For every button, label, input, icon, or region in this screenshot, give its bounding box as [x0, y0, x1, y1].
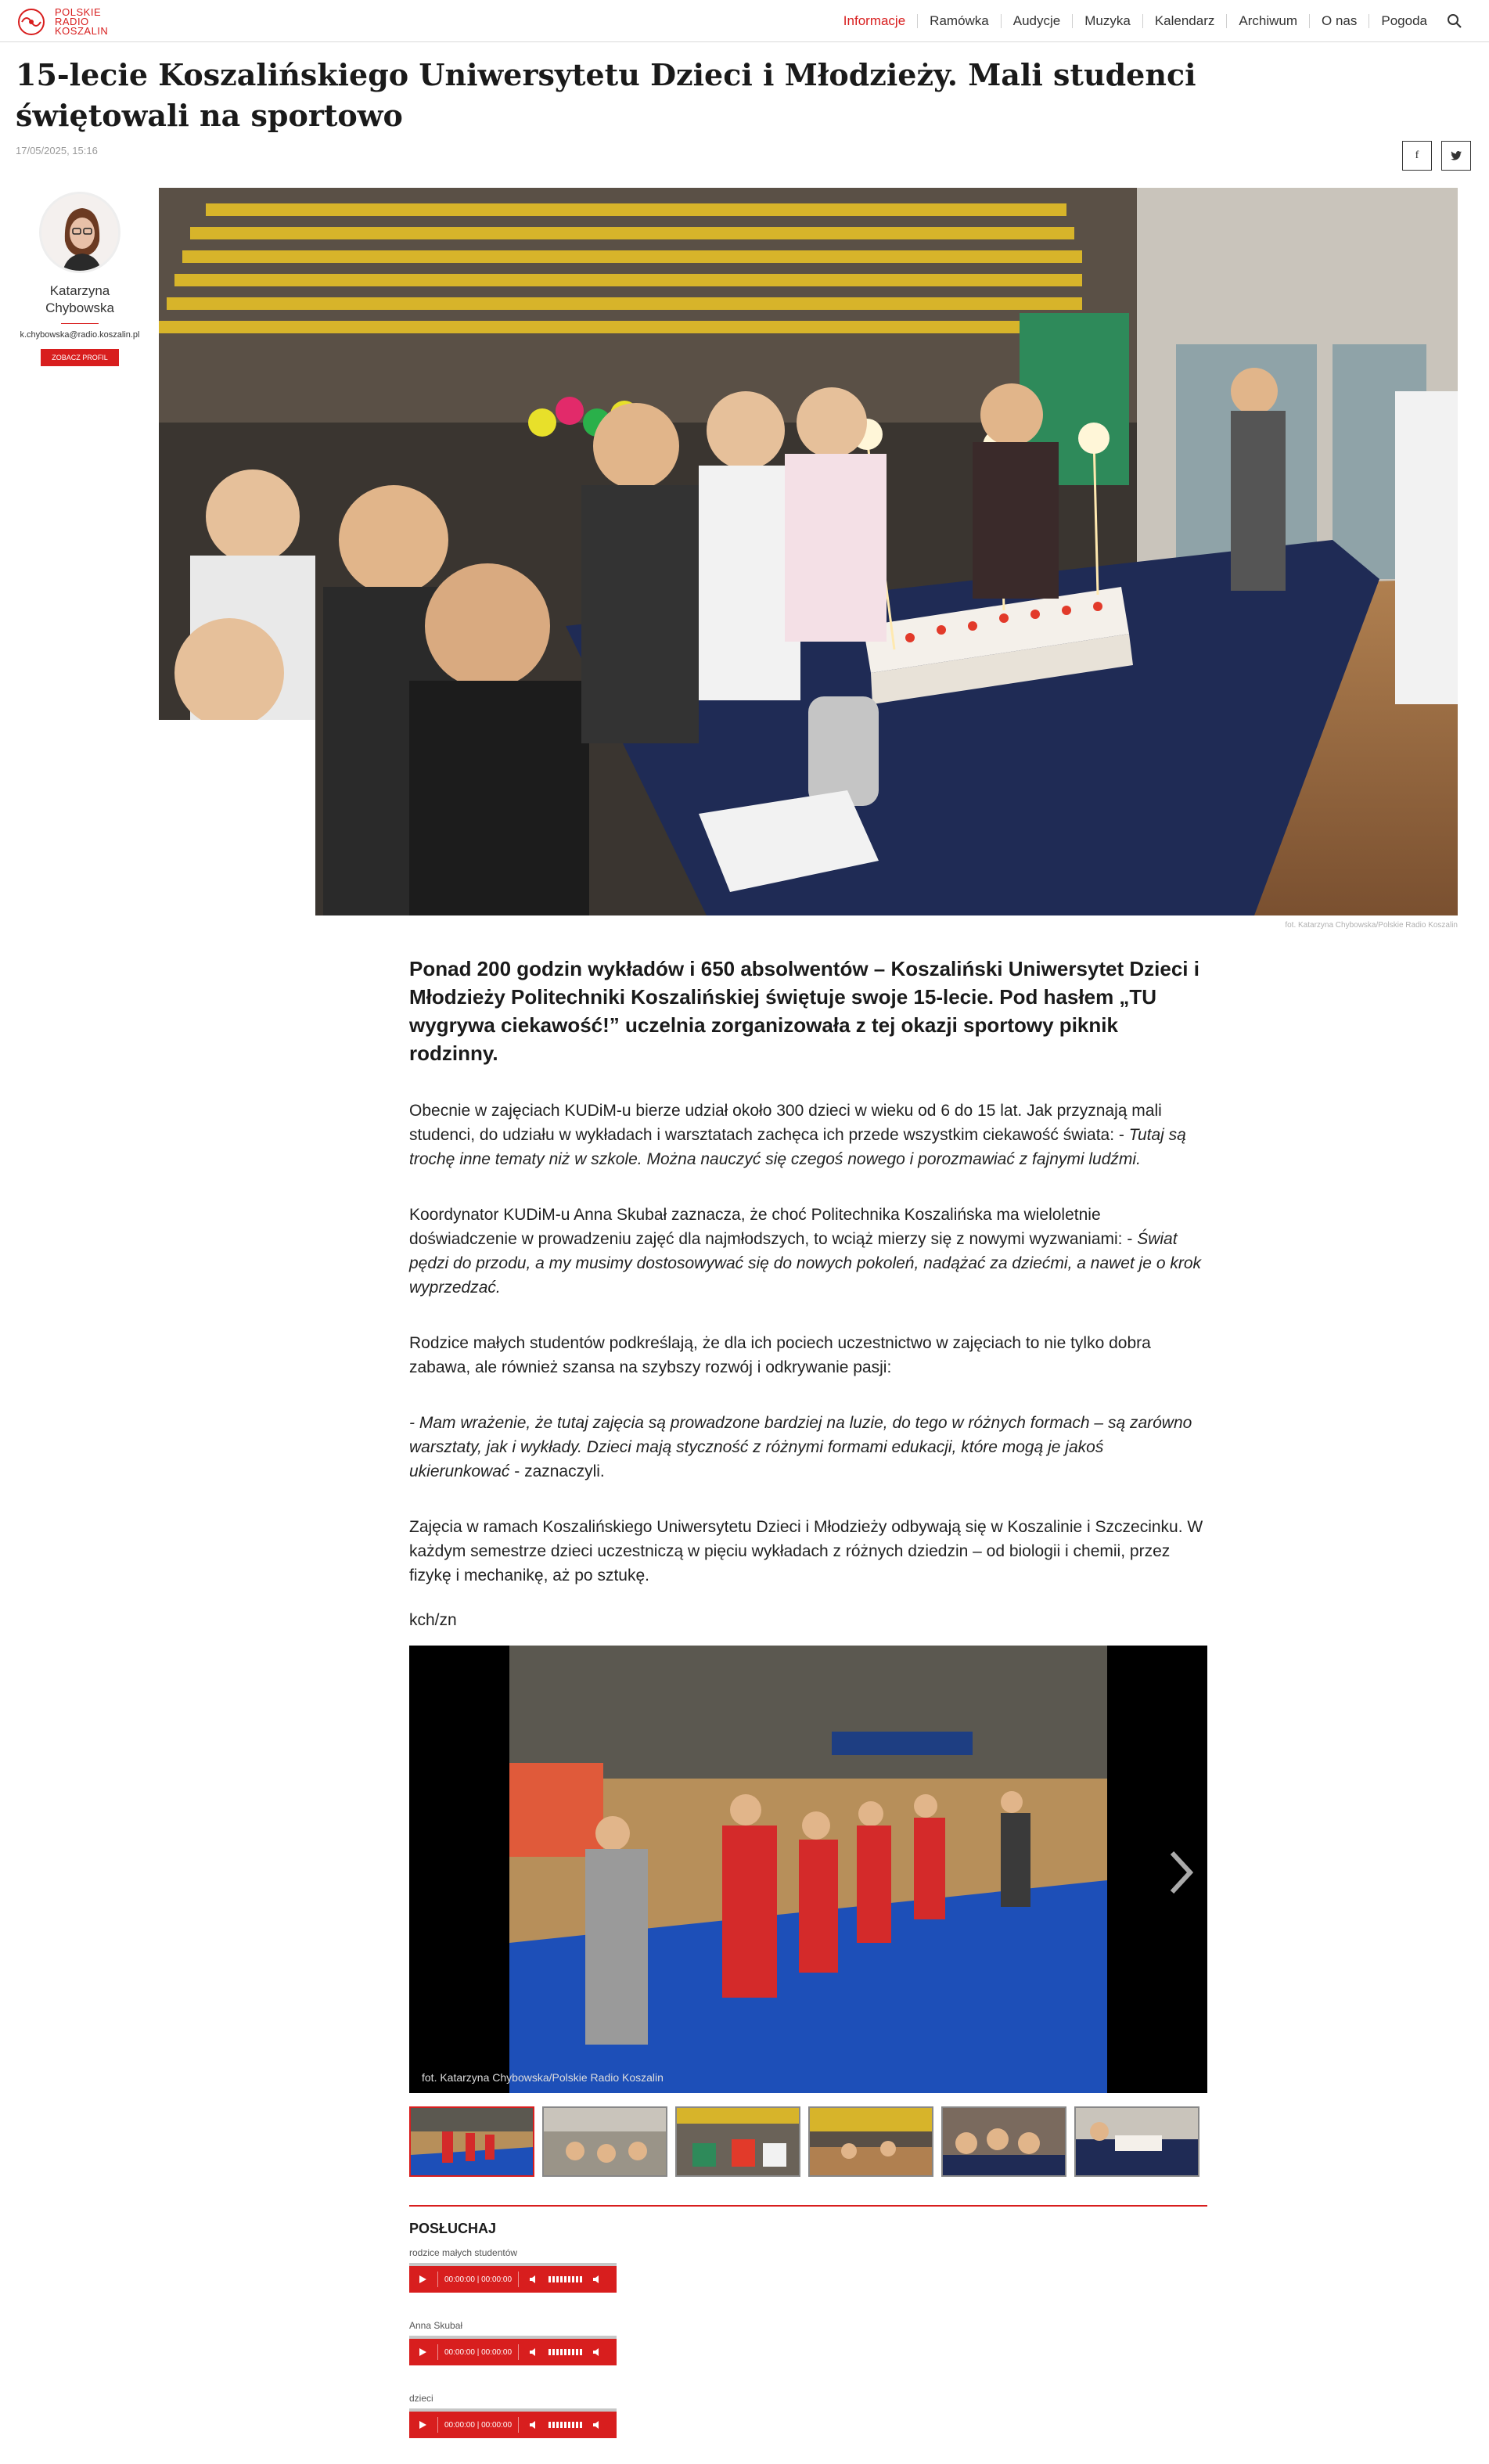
listen-section-title: POSŁUCHAJ	[409, 2221, 497, 2236]
audio-player-block	[409, 2393, 617, 2438]
audio-player	[409, 2412, 617, 2438]
nav-item-o-nas[interactable]: O nas	[1310, 14, 1369, 28]
top-bar	[0, 0, 1489, 42]
gallery-thumbnail[interactable]	[542, 2106, 667, 2177]
play-icon	[418, 2347, 427, 2357]
mute-button[interactable]	[525, 2271, 542, 2288]
play-icon	[418, 2420, 427, 2430]
chevron-right-icon	[1160, 1841, 1199, 1904]
photo-gallery[interactable]	[409, 1646, 1207, 2093]
radio-wave-icon	[16, 6, 50, 38]
gallery-thumbnail[interactable]	[941, 2106, 1066, 2177]
gallery-photo-credit: fot. Katarzyna Chybowska/Polskie Radio Koszalin	[422, 2071, 664, 2084]
facebook-icon: f	[1415, 149, 1419, 161]
main-nav	[832, 0, 1470, 42]
mute-button[interactable]	[525, 2343, 542, 2361]
gallery-thumbnail[interactable]	[808, 2106, 933, 2177]
audio-player-block	[409, 2247, 617, 2293]
article-paragraph: Rodzice małych studentów podkreślają, że dla ich pociech uczestnictwo w zajęciach to nie tylko dobra zabawa, ale również szansa na szybszy rozwój i odkrywanie pasji:	[409, 1334, 1151, 1376]
section-divider	[409, 2205, 1207, 2207]
volume-max-button[interactable]	[588, 2343, 606, 2361]
speaker-loud-icon	[592, 2420, 602, 2430]
audio-player-block	[409, 2320, 617, 2365]
separator	[437, 2344, 438, 2360]
volume-slider[interactable]	[548, 2349, 582, 2355]
nav-item-kalendarz[interactable]: Kalendarz	[1143, 14, 1228, 28]
author-profile-button[interactable]: ZOBACZ PROFIL	[41, 349, 119, 366]
speaker-loud-icon	[592, 2347, 602, 2357]
article-lead: Ponad 200 godzin wykładów i 650 absolwentów – Koszaliński Uniwersytet Dzieci i Młodzieży Politechniki Koszalińskiej świętuje swoje 15-lecie. Pod hasłem „TU wygrywa ciekawość!” uczelnia zorganizowała z tej okazji sportowy piknik rodzinny.	[409, 957, 1199, 1065]
article-paragraph: Obecnie w zajęciach KUDiM-u bierze udział około 300 dzieci w wieku od 6 do 15 lat. Jak przyznają mali studenci, do udziału w wykładach i warsztatach zachęca ich przede wszystkim ciekawość świata: - Tutaj są trochę inne tematy niż w szkole. Można nauczyć się czegoś nowego i porozmawiać z fajnymi ludźmi.	[409, 1102, 1186, 1168]
author-email[interactable]: k.chybowska@radio.koszalin.pl	[20, 330, 140, 340]
volume-slider[interactable]	[548, 2276, 582, 2282]
speaker-icon	[529, 2347, 538, 2357]
separator	[518, 2417, 519, 2433]
speaker-loud-icon	[592, 2275, 602, 2284]
gallery-photo-image	[409, 1646, 1207, 2093]
hero-photo-image	[159, 188, 1458, 915]
separator	[518, 2272, 519, 2287]
logo-text: POLSKIE RADIO KOSZALIN	[55, 6, 109, 37]
audio-label: rodzice małych studentów	[409, 2247, 518, 2258]
article-paragraph: - Mam wrażenie, że tutaj zajęcia są prowadzone bardziej na luzie, do tego w różnych formach – są zarówno warsztaty, jak i wykłady. Dzieci mają styczność z różnymi formami edukacji, które mogą je jakoś ukierunkować - zaznaczyli.	[409, 1414, 1192, 1480]
nav-item-pogoda[interactable]: Pogoda	[1381, 13, 1427, 28]
nav-item-ramowka[interactable]: Ramówka	[918, 14, 1002, 28]
separator	[437, 2272, 438, 2287]
search-button[interactable]	[1439, 5, 1470, 37]
gallery-next-button[interactable]	[1160, 1841, 1199, 1904]
nav-item-audycje[interactable]: Audycje	[1002, 14, 1073, 28]
separator	[437, 2417, 438, 2433]
gallery-thumbnail[interactable]	[409, 2106, 534, 2177]
speaker-icon	[529, 2420, 538, 2430]
play-button[interactable]	[414, 2416, 431, 2433]
audio-player	[409, 2266, 617, 2293]
audio-player	[409, 2339, 617, 2365]
hero-photo	[159, 188, 1458, 915]
author-box	[0, 192, 160, 366]
hero-photo-credit: fot. Katarzyna Chybowska/Polskie Radio Koszalin	[1285, 921, 1458, 930]
article-paragraph: Koordynator KUDiM-u Anna Skubał zaznacza, że choć Politechnika Koszalińska ma wieloletnie doświadczenie w prowadzeniu zajęć dla najmłodszych, to wciąż mierzy się z nowymi wyzwaniami: - Świat pędzi do przodu, a my musimy dostosowywać się do nowych pokoleń, nadążać za dziećmi, a nawet je o krok wyprzedzać.	[409, 1206, 1201, 1297]
nav-item-archiwum[interactable]: Archiwum	[1227, 14, 1310, 28]
play-button[interactable]	[414, 2271, 431, 2288]
article-paragraph: Zajęcia w ramach Koszalińskiego Uniwersytetu Dzieci i Młodzieży odbywają się w Koszalinie i Szczecinku. W każdym semestrze dzieci uczestniczą w pięciu wykładach z różnych dziedzin – od biologii i chemii, przez fizykę i mechanikę, aż po sztukę.	[409, 1518, 1203, 1585]
audio-label: Anna Skubał	[409, 2320, 463, 2331]
play-icon	[418, 2275, 427, 2284]
author-separator	[61, 323, 99, 324]
article-title: 15-lecie Koszalińskiego Uniwersytetu Dzieci i Młodzieży. Mali studenci świętowali na sportowo	[16, 57, 1196, 133]
audio-time: 00:00:00 | 00:00:00	[444, 2420, 513, 2430]
audio-time: 00:00:00 | 00:00:00	[444, 2347, 513, 2357]
share-twitter-button[interactable]	[1441, 141, 1471, 171]
nav-item-informacje[interactable]: Informacje	[832, 14, 918, 28]
article-body	[409, 955, 1207, 1630]
twitter-icon	[1451, 151, 1462, 160]
gallery-thumbnails	[409, 2106, 1215, 2177]
article-date: 17/05/2025, 15:16	[16, 145, 98, 156]
article-signature: kch/zn	[409, 1611, 457, 1629]
volume-max-button[interactable]	[588, 2271, 606, 2288]
author-avatar[interactable]	[39, 192, 120, 273]
gallery-thumbnail[interactable]	[675, 2106, 800, 2177]
mute-button[interactable]	[525, 2416, 542, 2433]
play-button[interactable]	[414, 2343, 431, 2361]
gallery-thumbnail[interactable]	[1074, 2106, 1199, 2177]
site-logo[interactable]	[16, 6, 108, 38]
volume-slider[interactable]	[548, 2422, 582, 2428]
audio-label: dzieci	[409, 2393, 433, 2404]
share-facebook-button[interactable]	[1402, 141, 1432, 171]
nav-item-muzyka[interactable]: Muzyka	[1073, 14, 1143, 28]
author-portrait-icon	[41, 194, 120, 273]
volume-max-button[interactable]	[588, 2416, 606, 2433]
audio-time: 00:00:00 | 00:00:00	[444, 2275, 513, 2284]
speaker-icon	[529, 2275, 538, 2284]
search-icon	[1447, 13, 1462, 29]
separator	[518, 2344, 519, 2360]
author-name: Katarzyna Chybowska	[45, 283, 114, 315]
